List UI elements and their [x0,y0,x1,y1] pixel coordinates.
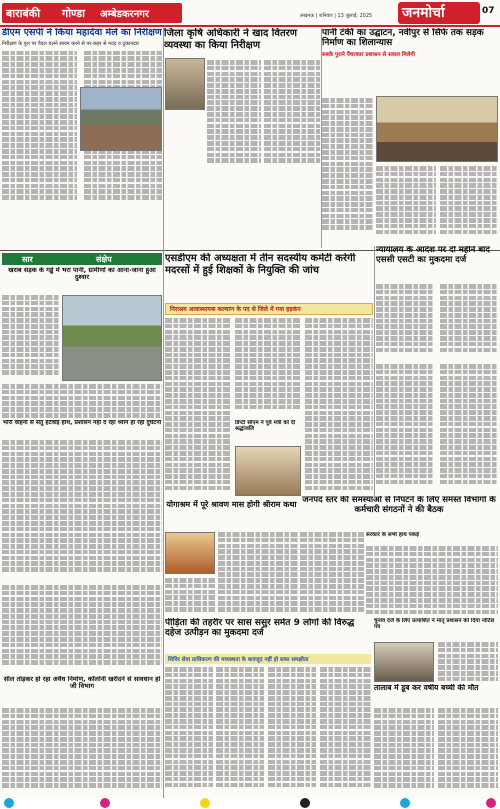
color-registration-strip [0,798,500,809]
headline: जिला कृषि अधिकारी ने खाद वितरण व्यवस्था का किया निरीक्षण [164,28,297,51]
body-text [2,51,77,201]
body-text [366,546,498,616]
subheadline: निरीक्षण के पुल पर पैदल चलने सावन करने से पर-कहर से मदद व दुकानदार [2,40,139,47]
masthead [0,0,500,27]
body-text [376,284,434,360]
photo-flooded-road [62,295,162,381]
photo-agri-officer [165,58,205,110]
body-text [376,364,434,492]
story-bhari-vahan [2,420,162,438]
body-text [440,166,498,242]
kicker-sankshep: संक्षेप [96,255,112,264]
headline: सील तोड़कर हो रहा अवैध निर्माण, कॉलोनी खरीदने से सावधान हो जी विभाग [3,676,161,691]
body-text [165,667,213,797]
photo-tank-inauguration [376,96,498,162]
body-text [268,667,316,797]
page-number: 07 [482,6,495,16]
story-chunav [300,620,301,621]
section-barabanki: बाराबंकी [6,7,41,20]
body-text [2,295,60,381]
photo-deputy-cm [235,446,301,496]
headline: पानी टंकी का उद्घाटन, नवीपुर से सिर्फ तक सड़क निर्माण का शिलान्यास [322,28,484,49]
kicker-saar: सार [22,255,33,264]
subheadline: सबके पुराने पैथरकार प्रशासन से सवाल मिलेगी [322,51,415,58]
headline: चुनाव दर्ज के लिए प्रत्याशित ने मातृ प्रशासन को दिया नोटिस पत्र [374,618,495,631]
body-text [165,578,215,614]
dateline: लखनऊ | शनिवार | 13 जुलाई, 2025 [300,13,373,19]
story-talab [374,684,498,706]
body-text [216,667,264,797]
story-chunav-head [374,618,498,640]
body-text [376,166,436,242]
body-text [2,585,162,673]
headline: पीड़िता की तहरीर पर सास ससुर समेत 9 लोगों की विरुद्ध दहेज उत्पीड़न का मुकदमा दर्ज [165,618,355,639]
body-text [322,98,374,238]
paper-name: जनमोर्चा [402,5,445,21]
story-sdm-madarsa [165,253,373,301]
body-text [300,532,364,616]
headline: भारी वाहनों से सेतु हटवाई हाथ, प्रशासन नहीं दे रहा ध्यान हो रही दुर्घटना [2,420,162,426]
body-text [320,667,371,797]
body-text [305,318,373,498]
headline: खराब सड़क के गड्ढे में भरा पानी, ग्रामीणों का आना-जाना हुआ दुश्वार [8,267,156,282]
story-dahej [165,618,371,652]
body-text [438,708,498,796]
body-text [374,708,434,796]
story-sarkar [366,532,498,544]
reg-mark-black [300,798,310,808]
section-gonda: गोण्डा [62,7,86,20]
body-text [2,440,162,580]
story-yogashram [165,500,298,530]
body-text [264,60,320,168]
column-rule [321,28,322,248]
story-pani-tanki [322,28,498,88]
story-karmachari-headline [300,496,498,528]
story-scst [376,246,498,282]
headline: डीएम एसपी ने किया महादेवा मेले का निरीक्षण [2,28,162,38]
headline: तालाब में डूब कर वर्षीय बच्ची की मौत [374,684,479,692]
photo-yogashram [165,532,215,574]
reg-mark-magenta [486,798,496,808]
reg-mark-cyan [400,798,410,808]
headline: न्यायालय के आदेश पर दो महीने बाद एससी एसटी का मुकदमा दर्ज [376,246,490,265]
column-rule [374,246,375,496]
section-ambedkarnagar: अम्बेडकरनगर [100,9,149,20]
photo-mela-inspection [80,87,162,151]
headline: योगाश्रम में पूरे श्रावण मास होगी श्रीराम कथा [166,500,297,509]
masthead-rule [0,25,500,27]
story-niraashray-title: निराश्रय आवास्थायक कल्याण के पद से जिले में गया हड़कंप [170,306,301,313]
reg-mark-cyan [4,798,14,808]
body-text [438,642,498,682]
headline: सरकार के सभी हाथ पकड़े [366,532,419,538]
body-text [440,284,498,360]
photo-chunav [374,642,434,682]
body-text [440,364,498,492]
reg-mark-magenta [100,798,110,808]
story-seal-todkar [2,676,162,706]
body-text [218,532,298,614]
column-rule [163,28,164,798]
body-text [165,318,231,498]
headline: डिप्टी सीएम ने पूर्व मंत्री को दी श्रद्धांजलि [235,420,296,433]
headline: एसडीएम की अध्यक्षता में तीन सदस्यीय कमेटी करेगी मदरसों में हुई शिक्षकों के नियुक्ति की जांच [165,253,356,276]
body-text [2,708,162,796]
body-text [207,60,261,168]
body-text [2,384,162,418]
reg-mark-yellow [200,798,210,808]
story-kharab-sadak [2,267,162,293]
story-deputy-cm [235,420,301,444]
headline: जनपद स्तर की समस्याओं से निपटने के लिए समस्त विभागों के कर्मचारी संगठनों ने की बैठक [302,496,496,515]
story-shivir-title: शिविर सेवा प्राधिकरण की मध्यस्थता के बावजूद नहीं हो सका समझौता [168,657,309,663]
body-text [235,318,301,418]
